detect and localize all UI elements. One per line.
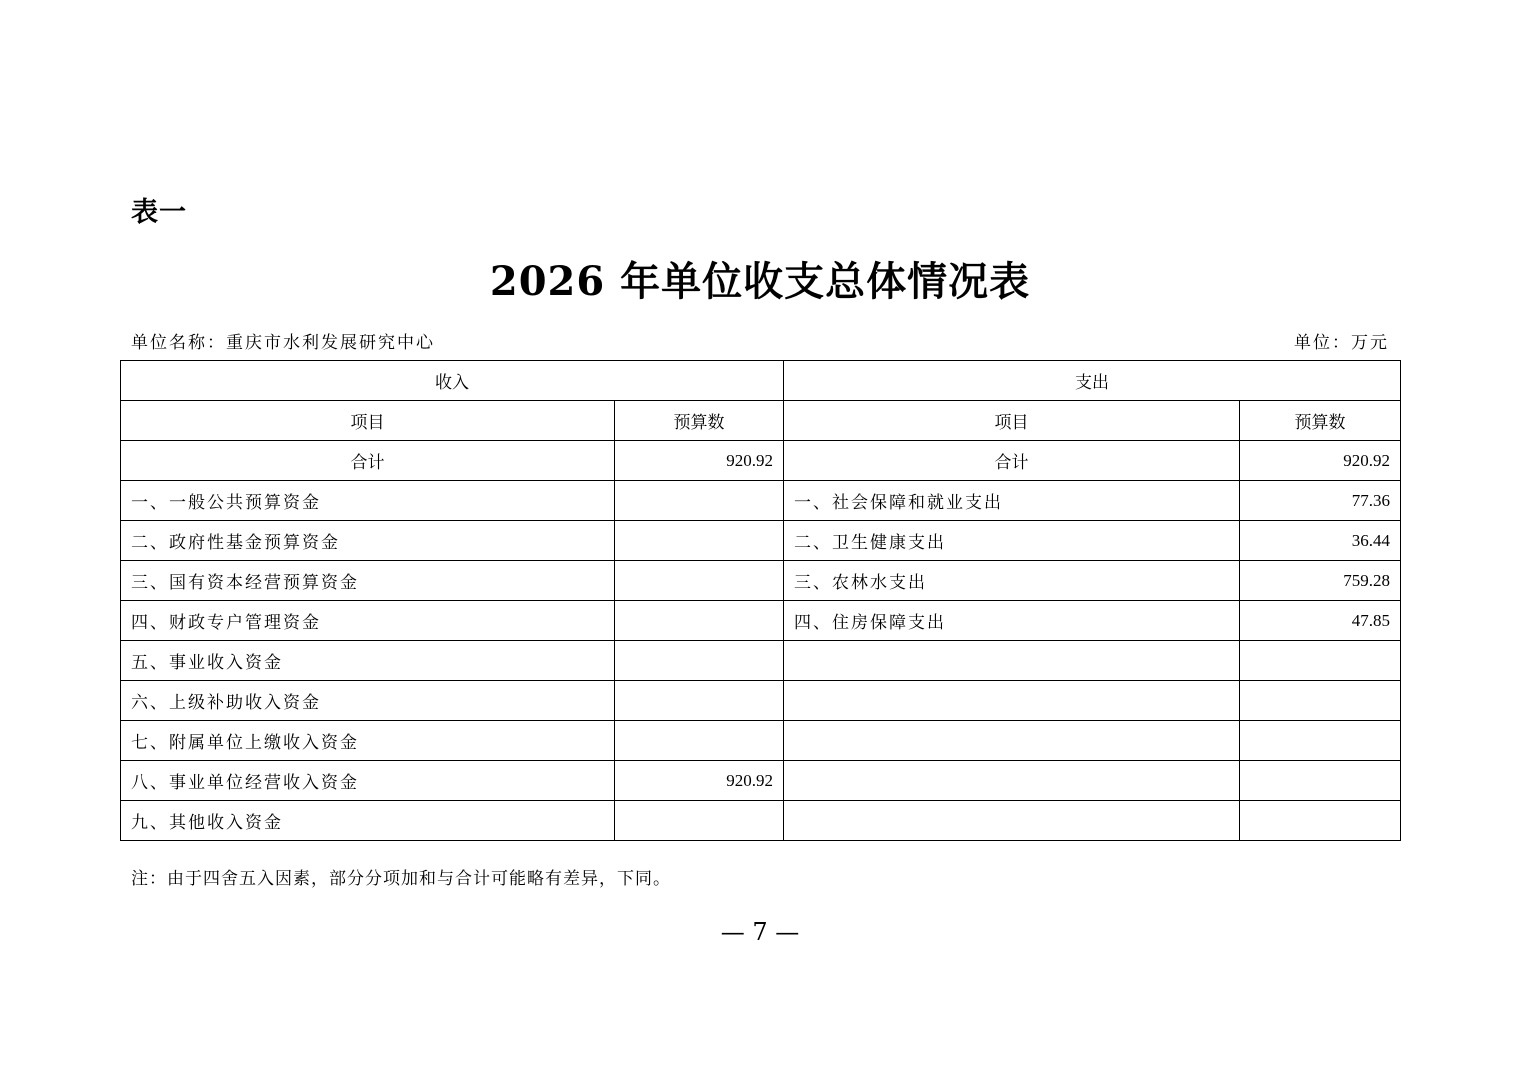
income-item: 八、事业单位经营收入资金	[121, 761, 615, 801]
unit-label: 单位：万元	[1294, 333, 1389, 353]
table-row	[121, 681, 1401, 721]
income-value	[615, 481, 784, 521]
income-item: 二、政府性基金预算资金	[121, 521, 615, 561]
table-row	[121, 561, 1401, 601]
expense-value: 47.85	[1240, 601, 1401, 641]
income-item: 三、国有资本经营预算资金	[121, 561, 615, 601]
income-value	[615, 801, 784, 841]
income-value: 920.92	[615, 761, 784, 801]
expense-item: 二、卫生健康支出	[784, 521, 1240, 561]
expense-item	[784, 641, 1240, 681]
expense-item	[784, 801, 1240, 841]
table-row	[121, 641, 1401, 681]
income-value	[615, 521, 784, 561]
unit-name: 单位名称：重庆市水利发展研究中心	[131, 333, 435, 353]
section-header-row	[121, 361, 1401, 401]
income-item: 五、事业收入资金	[121, 641, 615, 681]
expense-budget-header: 预算数	[1240, 401, 1401, 441]
income-value	[615, 601, 784, 641]
table-row	[121, 761, 1401, 801]
expense-item	[784, 681, 1240, 721]
expense-total-label: 合计	[784, 441, 1240, 481]
income-budget-header: 预算数	[615, 401, 784, 441]
table-label: 表一	[131, 197, 187, 228]
expense-item-header: 项目	[784, 401, 1240, 441]
expense-item: 四、住房保障支出	[784, 601, 1240, 641]
income-item: 一、一般公共预算资金	[121, 481, 615, 521]
table-row	[121, 801, 1401, 841]
footnote: 注：由于四舍五入因素，部分分项加和与合计可能略有差异，下同。	[131, 869, 671, 889]
expense-header: 支出	[784, 361, 1401, 401]
income-value	[615, 721, 784, 761]
budget-table	[120, 360, 1401, 841]
expense-item	[784, 721, 1240, 761]
table-row	[121, 601, 1401, 641]
table-row	[121, 721, 1401, 761]
page-title: 2026 年单位收支总体情况表	[489, 258, 1031, 305]
income-value	[615, 561, 784, 601]
expense-item	[784, 761, 1240, 801]
expense-value	[1240, 681, 1401, 721]
income-item: 四、财政专户管理资金	[121, 601, 615, 641]
expense-total-value: 920.92	[1240, 441, 1401, 481]
income-total-value: 920.92	[615, 441, 784, 481]
total-row	[121, 441, 1401, 481]
expense-value: 77.36	[1240, 481, 1401, 521]
expense-value	[1240, 721, 1401, 761]
income-item: 七、附属单位上缴收入资金	[121, 721, 615, 761]
page-number: — 7 —	[720, 918, 800, 946]
expense-value	[1240, 641, 1401, 681]
income-total-label: 合计	[121, 441, 615, 481]
income-item: 九、其他收入资金	[121, 801, 615, 841]
expense-item: 三、农林水支出	[784, 561, 1240, 601]
income-header: 收入	[121, 361, 784, 401]
income-value	[615, 641, 784, 681]
income-value	[615, 681, 784, 721]
income-item-header: 项目	[121, 401, 615, 441]
expense-value: 759.28	[1240, 561, 1401, 601]
column-header-row	[121, 401, 1401, 441]
income-item: 六、上级补助收入资金	[121, 681, 615, 721]
expense-item: 一、社会保障和就业支出	[784, 481, 1240, 521]
table-row	[121, 521, 1401, 561]
expense-value: 36.44	[1240, 521, 1401, 561]
expense-value	[1240, 761, 1401, 801]
table-row	[121, 481, 1401, 521]
expense-value	[1240, 801, 1401, 841]
